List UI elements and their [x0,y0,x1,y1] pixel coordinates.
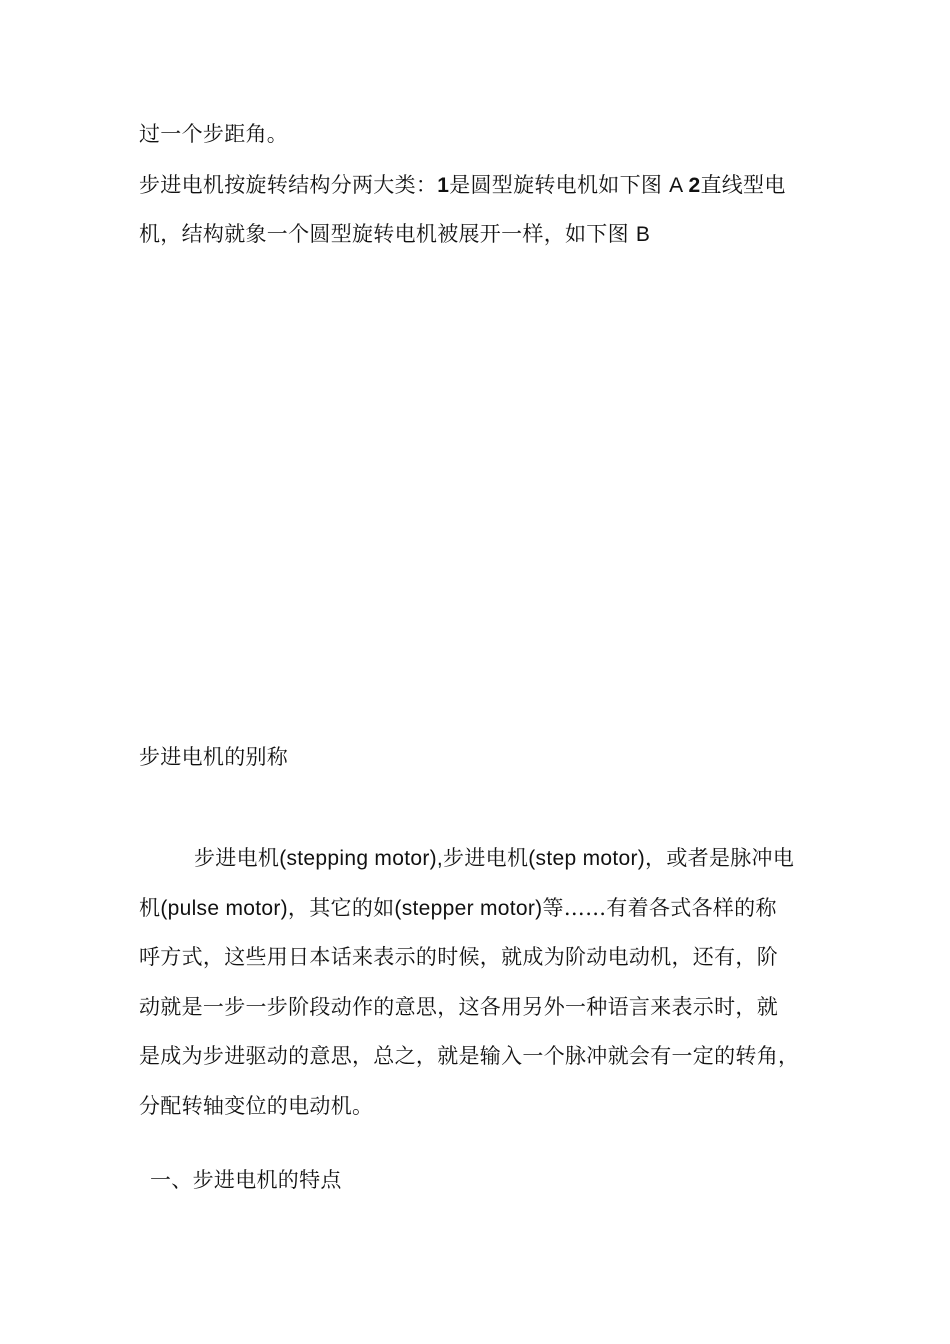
text-run: ，或者是脉冲电 [645,846,795,870]
figure-label: B [635,223,651,246]
number-run: 1 [437,174,450,197]
section-title [139,744,288,770]
text-run: 动就是一步一步阶段动作的意思，这各用另外一种语言来表示时，就 [139,995,778,1019]
text-run: 机 [139,896,161,920]
paragraph-line [139,1093,373,1119]
heading-text: 步进电机的别称 [139,745,289,769]
paragraph-line [139,121,288,147]
text-run: 是圆型旋转电机如下图 [449,173,670,197]
section-title [150,1167,342,1193]
text-run: 直线型电 [700,173,786,197]
text-run: 分配转轴变位的电动机。 [139,1094,374,1118]
paragraph-line [139,994,778,1020]
text-run: ，其它的如 [287,896,395,920]
text-run: 机，结构就象一个圆型旋转电机被展开一样，如下图 [139,222,636,246]
latin-run: (pulse motor) [160,897,288,920]
heading-text: 一、步进电机的特点 [150,1168,342,1192]
figure-label: A [669,174,689,197]
text-run: 过一个步距角。 [139,122,289,146]
paragraph-line [194,845,794,872]
paragraph-line [139,221,650,248]
latin-run: (step motor) [528,847,646,870]
text-run: 等……有着各式各样的称 [542,896,777,920]
paragraph-line [139,944,778,970]
paragraph-line [139,895,777,922]
text-run: 呼方式，这些用日本话来表示的时候，就成为阶动电动机，还有，阶 [139,945,778,969]
text-run: 步进电机按旋转结构分两大类： [139,173,438,197]
latin-run: (stepping motor), [279,847,444,870]
paragraph-line [139,172,786,199]
latin-run: (stepper motor) [394,897,543,920]
text-run: 步进电机 [194,846,280,870]
text-run: 是成为步进驱动的意思，总之，就是输入一个脉冲就会有一定的转角， [139,1044,800,1068]
text-run: 步进电机 [443,846,529,870]
number-run: 2 [688,174,701,197]
paragraph-line [139,1043,799,1069]
